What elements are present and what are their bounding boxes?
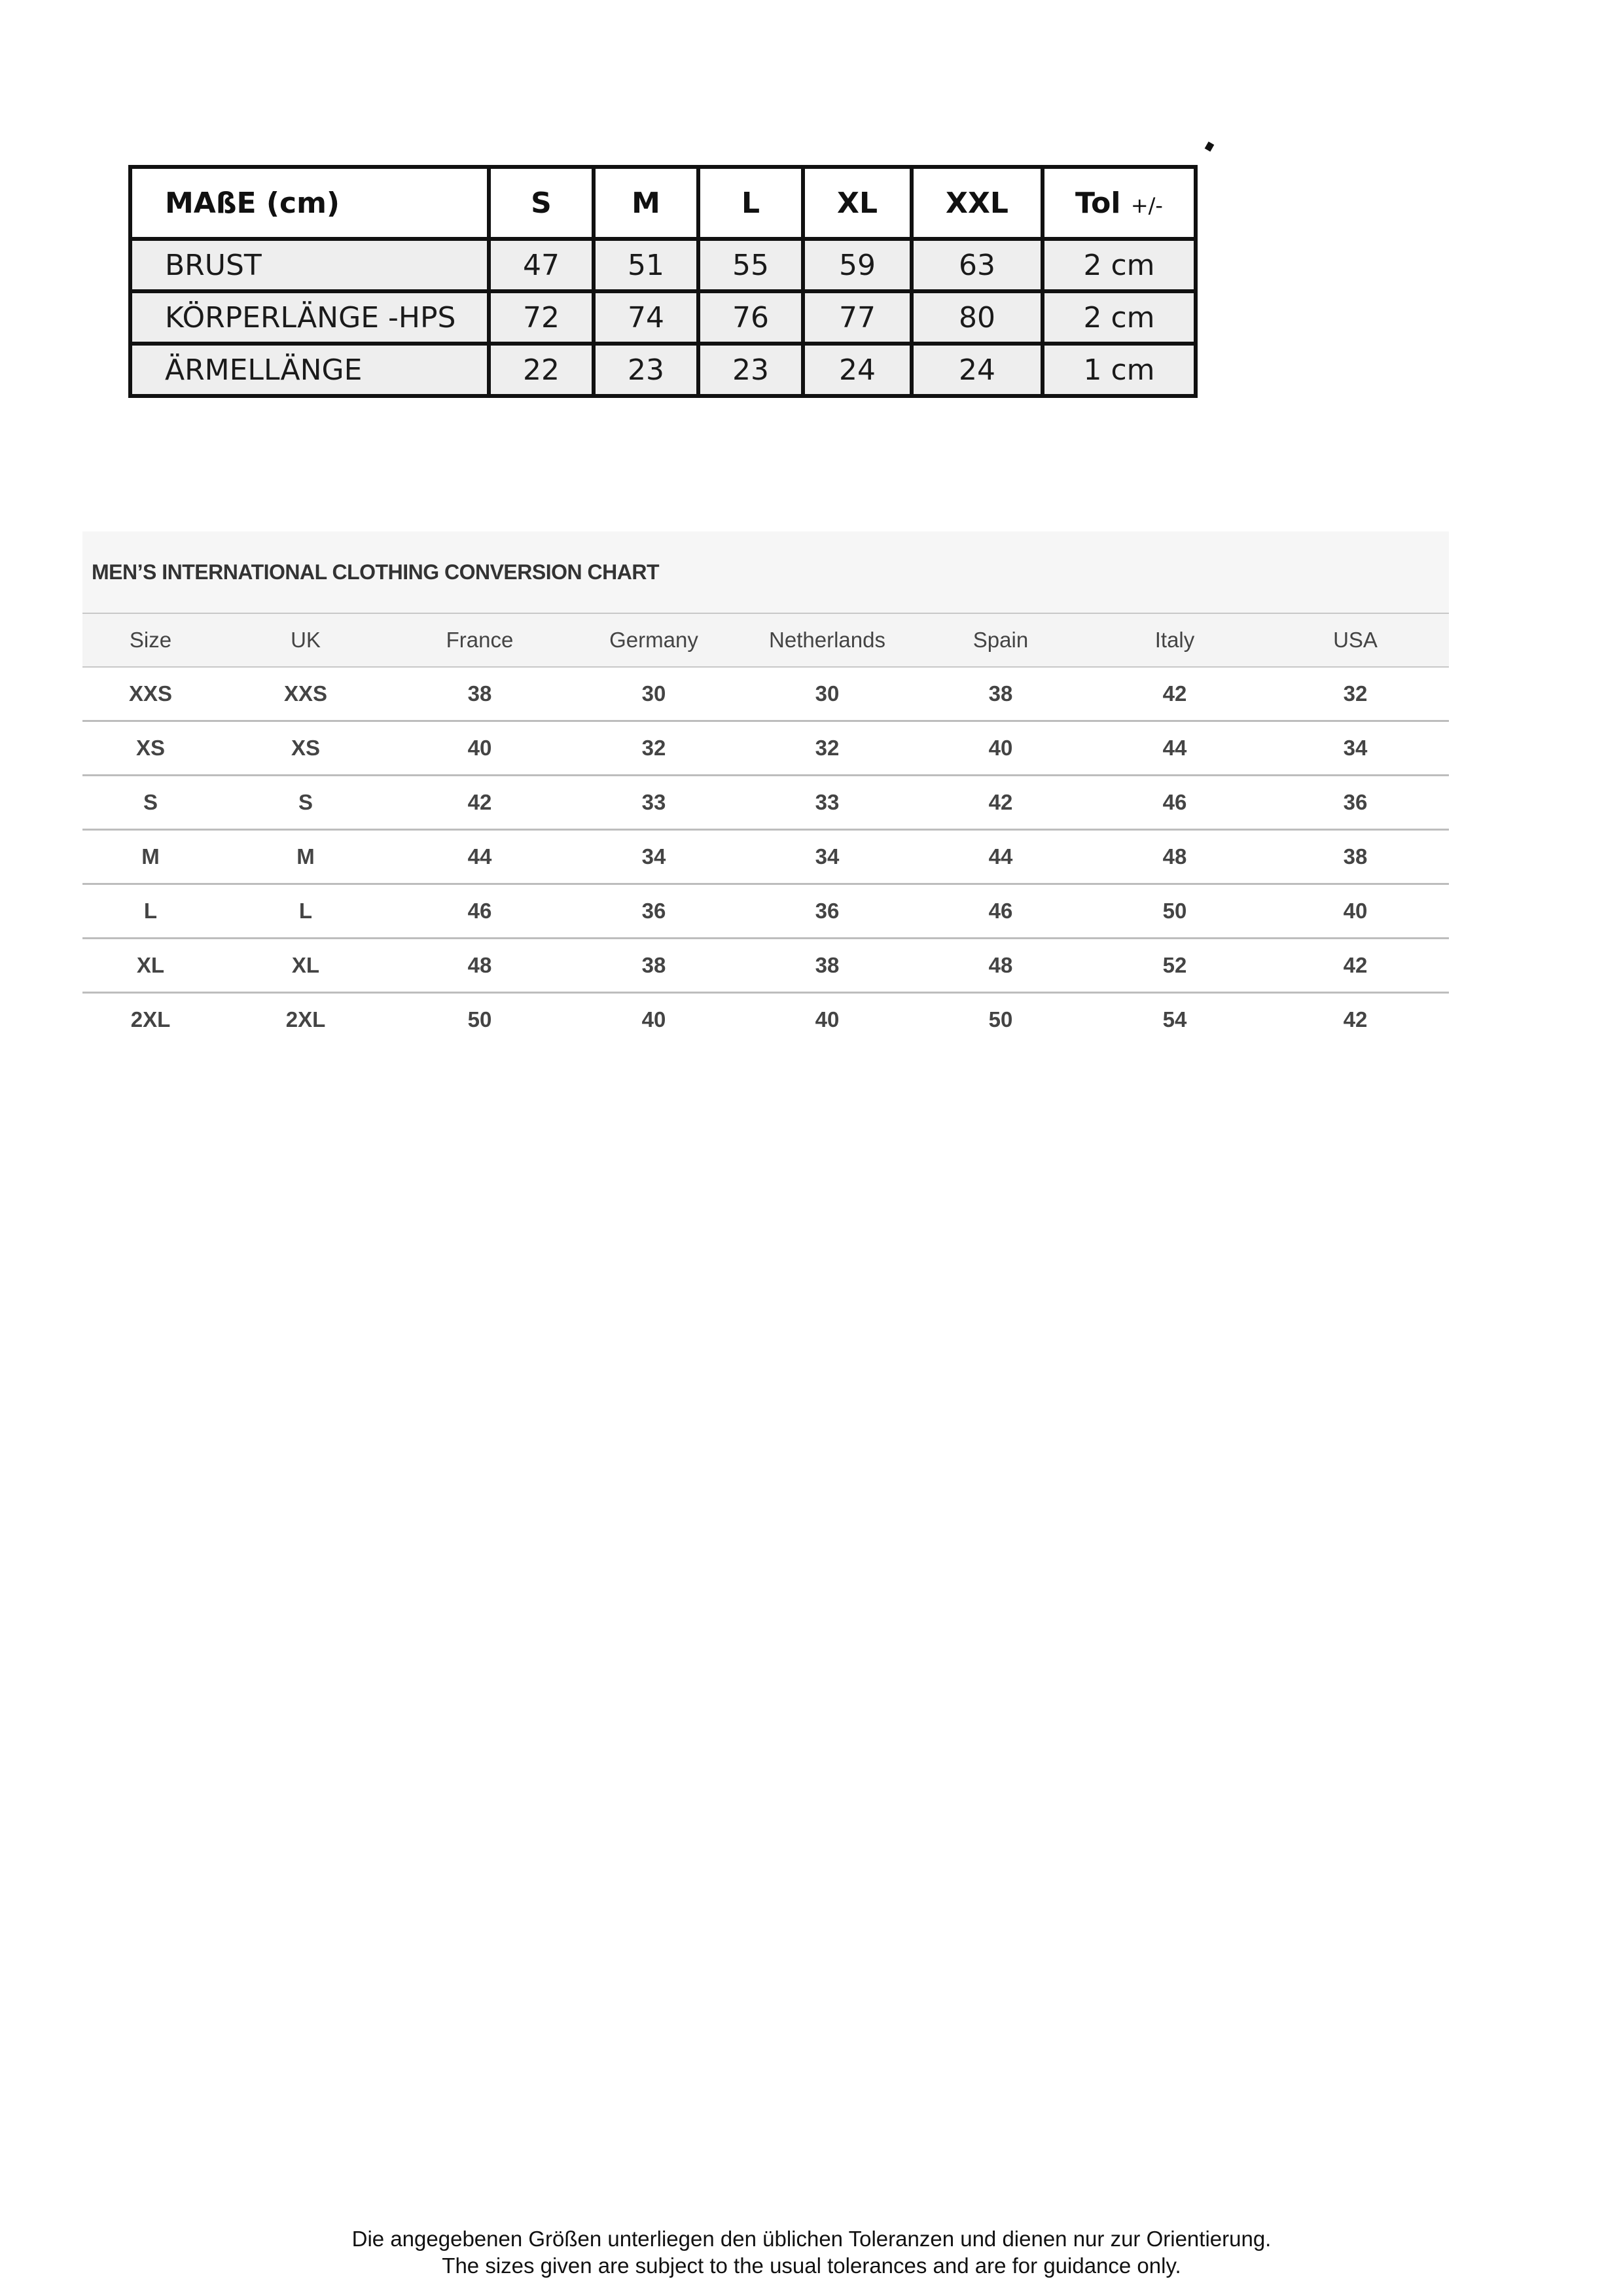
table-row [82,993,1449,1047]
measurement-value: 24 [803,344,912,396]
measurement-value: 24 [912,344,1043,396]
table-cell: 42 [1343,1007,1368,1031]
conversion-header-row [82,614,1449,667]
table-cell: 32 [1262,667,1449,721]
table-cell: XS [82,721,219,776]
table-cell: 40 [393,721,567,776]
measurement-value: 22 [489,344,594,396]
table-cell: XXS [82,667,219,721]
column-header: Italy [1088,614,1262,667]
table-cell: 42 [1088,667,1262,721]
table-cell: 50 [467,1007,492,1031]
row-label: KÖRPERLÄNGE -HPS [130,291,489,344]
label-main: MAßE [165,186,257,220]
tol-main: Tol [1075,186,1121,220]
measurement-value: 23 [594,344,698,396]
table-cell: 30 [567,667,741,721]
table-cell: 50 [988,1007,1013,1031]
column-header: Size [82,614,219,667]
row-label: ÄRMELLÄNGE [130,344,489,396]
table-cell: 46 [1088,776,1262,830]
table-row [82,667,1449,721]
measurement-value: 74 [594,291,698,344]
column-header: Spain [914,614,1088,667]
table-cell: 42 [1262,939,1449,993]
table-cell: 32 [741,721,914,776]
measurement-value: 77 [803,291,912,344]
conversion-chart-title: MEN’S INTERNATIONAL CLOTHING CONVERSION CHART [82,531,1449,614]
size-header: XL [803,167,912,239]
table-cell: 33 [567,776,741,830]
stray-mark [1205,141,1215,151]
table-cell: 38 [914,667,1088,721]
table-cell: 46 [914,884,1088,939]
table-cell: 44 [393,830,567,884]
table-cell: 44 [914,830,1088,884]
table-cell: 2XL [285,1007,326,1031]
table-cell: 50 [1088,884,1262,939]
measurement-value: 23 [698,344,803,396]
measurements-table [128,165,1198,398]
measurement-value: 59 [803,239,912,291]
measurement-value: 63 [912,239,1043,291]
conversion-chart [82,531,1449,1046]
table-cell: 38 [393,667,567,721]
table-cell: 38 [567,939,741,993]
table-cell: M [219,830,393,884]
column-header: France [393,614,567,667]
table-cell: 34 [1262,721,1449,776]
measurement-value: 80 [912,291,1043,344]
tolerance-value: 2 cm [1043,291,1196,344]
table-cell: 52 [1088,939,1262,993]
table-cell: 36 [741,884,914,939]
table-cell: XL [82,939,219,993]
table-cell: 33 [741,776,914,830]
row-label: BRUST [130,239,489,291]
size-header: XXL [912,167,1043,239]
column-header: UK [219,614,393,667]
footer-line-de: Die angegebenen Größen unterliegen den üblichen Toleranzen und dienen nur zur Orientierung. [351,2227,1272,2251]
table-cell: 40 [641,1007,666,1031]
table-cell: XXS [219,667,393,721]
table-cell: 36 [1262,776,1449,830]
conversion-table [82,614,1449,1046]
table-row [82,830,1449,884]
table-cell: L [82,884,219,939]
table-cell: 42 [914,776,1088,830]
table-cell: 40 [914,721,1088,776]
table-cell: XL [219,939,393,993]
measurement-row-sleeve-length [130,344,1196,396]
footer-disclaimer [0,2225,1623,2279]
measurement-value: 55 [698,239,803,291]
column-header: USA [1262,614,1449,667]
column-header: Germany [567,614,741,667]
table-cell: XS [219,721,393,776]
table-cell: S [82,776,219,830]
size-header: S [489,167,594,239]
tolerance-header [1043,167,1196,239]
table-cell: 34 [741,830,914,884]
table-cell: 40 [815,1007,840,1031]
table-cell: 46 [393,884,567,939]
size-header: L [698,167,803,239]
table-cell: 48 [914,939,1088,993]
measurement-value: 47 [489,239,594,291]
measurement-value: 51 [594,239,698,291]
table-row [82,939,1449,993]
table-cell: 48 [1088,830,1262,884]
measurement-row-body-length [130,291,1196,344]
table-cell: 42 [393,776,567,830]
label-unit: (cm) [266,186,340,220]
table-cell: 48 [393,939,567,993]
measurement-value: 72 [489,291,594,344]
table-cell: 2XL [130,1007,171,1031]
table-cell: 38 [741,939,914,993]
table-cell: 44 [1088,721,1262,776]
table-cell: 38 [1262,830,1449,884]
table-row [82,721,1449,776]
measurements-header-row [130,167,1196,239]
table-cell: 34 [567,830,741,884]
table-cell: 40 [1262,884,1449,939]
tolerance-value: 1 cm [1043,344,1196,396]
size-header: M [594,167,698,239]
table-cell: S [219,776,393,830]
table-cell: 30 [741,667,914,721]
measurement-value: 76 [698,291,803,344]
table-cell: L [219,884,393,939]
table-cell: 54 [1162,1007,1187,1031]
table-cell: M [82,830,219,884]
column-header: Netherlands [741,614,914,667]
table-row [82,776,1449,830]
table-row [82,884,1449,939]
footer-line-en: The sizes given are subject to the usual tolerances and are for guidance only. [442,2253,1181,2278]
tolerance-value: 2 cm [1043,239,1196,291]
tol-suffix: +/- [1130,192,1163,218]
table-cell: 32 [567,721,741,776]
measurement-row-chest [130,239,1196,291]
table-cell: 36 [567,884,741,939]
measurements-header-label [130,167,489,239]
